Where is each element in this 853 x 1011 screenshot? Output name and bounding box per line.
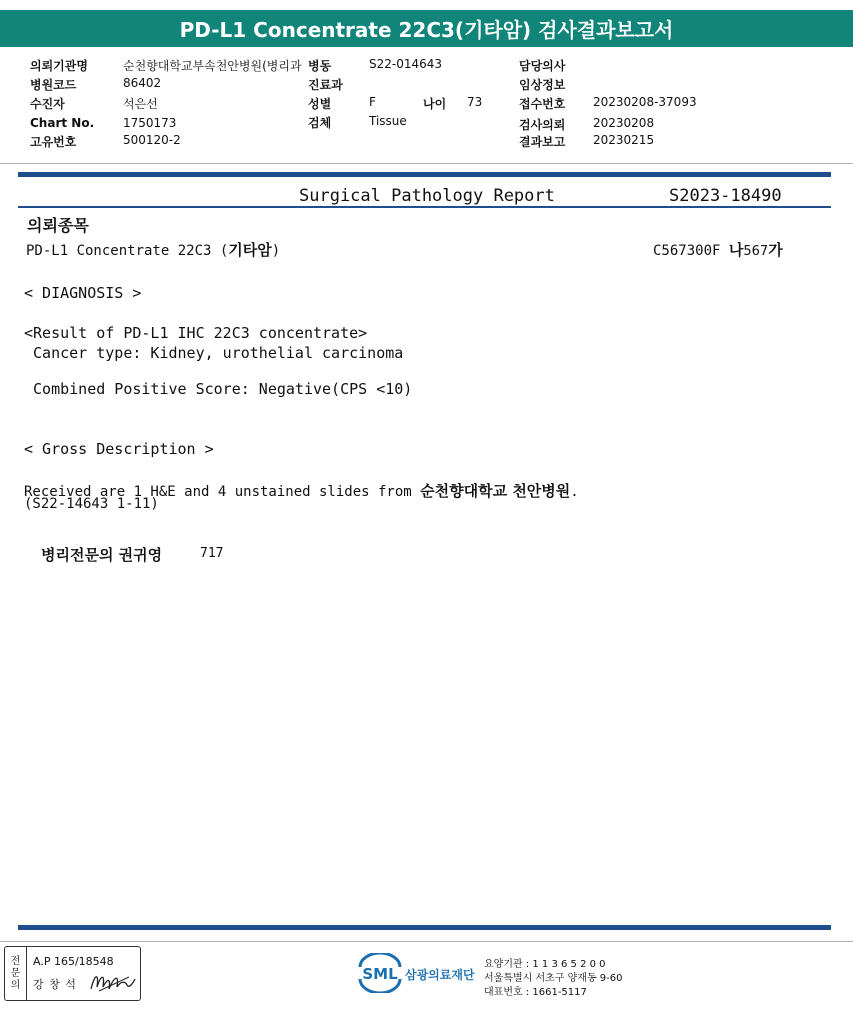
info-patient-value: 석은선 [123, 97, 158, 111]
order-name: PD-L1 Concentrate 22C3 (기타암) [26, 241, 281, 259]
order-label: 의뢰종목 [27, 216, 89, 235]
stamp-side-label: 전 문 의 [5, 947, 27, 1000]
info-age-value: 73 [467, 95, 483, 109]
gross-text: Received are 1 H&E and 4 unstained slides from 순천향대학교 천안병원. [24, 482, 579, 500]
pathologist-number: 717 [200, 546, 224, 561]
footer-divider [0, 941, 853, 942]
info-row-chart-no: Chart No. [30, 116, 95, 130]
info-unique-no-value: 500120-2 [123, 133, 181, 147]
report-bottom-rule [18, 925, 831, 930]
footer-info-2: 서울특별시 서초구 양재동 9-60 [484, 973, 623, 984]
info-department-label: 진료과 [308, 78, 343, 92]
info-hospital-code-value: 86402 [123, 76, 162, 90]
info-ward-value: S22-014643 [369, 57, 443, 71]
stamp-line-2: 강 창 석 [33, 978, 77, 991]
cps-result: Combined Positive Score: Negative(CPS <10) [24, 380, 413, 398]
gross-ref: (S22-14643 1-11) [24, 496, 159, 512]
info-request-label: 검사의뢰 [519, 118, 566, 132]
report-title-bar [0, 10, 853, 47]
info-doctor-label: 담당의사 [519, 59, 566, 73]
result-title: <Result of PD-L1 IHC 22C3 concentrate> [24, 324, 368, 342]
info-specimen-value: Tissue [369, 114, 407, 128]
info-chart-no-value: 1750173 [123, 116, 177, 130]
report-heading-rule [18, 206, 831, 208]
sml-logo-text: SML [362, 965, 398, 983]
info-sex-value: F [369, 95, 376, 109]
pathologist-stamp [4, 946, 141, 1001]
info-row-hospital-code: 병원코드 [30, 78, 77, 92]
info-institution-value: 순천향대학교부속천안병원(병리과 [123, 59, 302, 73]
info-ward-label: 병동 [308, 59, 332, 73]
header-divider [0, 163, 853, 164]
cancer-type: Cancer type: Kidney, urothelial carcinoma [24, 344, 404, 362]
footer-info-3: 대표번호 : 1661-5117 [484, 987, 587, 998]
info-sex-label: 성별 [308, 97, 332, 111]
diagnosis-title: < DIAGNOSIS > [24, 284, 142, 302]
report-heading: Surgical Pathology Report [299, 186, 555, 206]
report-number: S2023-18490 [669, 186, 782, 206]
info-clinical-label: 임상정보 [519, 78, 566, 92]
info-age-label: 나이 [423, 97, 447, 111]
info-result-label: 결과보고 [519, 135, 566, 149]
report-top-rule [18, 172, 831, 177]
report-title: PD-L1 Concentrate 22C3(기타암) 검사결과보고서 [179, 18, 674, 42]
info-specimen-label: 검체 [308, 116, 332, 130]
stamp-line-1: A.P 165/18548 [33, 955, 114, 968]
org-name: 삼광의료재단 [405, 968, 475, 982]
pathologist-label: 병리전문의 권귀영 [41, 546, 163, 564]
footer-info-1: 요양기관 : 1 1 3 6 5 2 0 0 [484, 959, 606, 970]
order-code: C567300F 나567가 [653, 241, 783, 259]
sml-logo-icon [356, 953, 404, 993]
info-receipt-label: 접수번호 [519, 97, 566, 111]
signature-icon [89, 969, 137, 995]
info-receipt-value: 20230208-37093 [593, 95, 697, 109]
info-request-value: 20230208 [593, 116, 655, 130]
gross-title: < Gross Description > [24, 440, 214, 458]
info-row-unique-no: 고유번호 [30, 135, 77, 149]
info-row-institution: 의뢰기관명 [30, 59, 88, 73]
info-result-value: 20230215 [593, 133, 655, 147]
info-row-patient: 수진자 [30, 97, 65, 111]
